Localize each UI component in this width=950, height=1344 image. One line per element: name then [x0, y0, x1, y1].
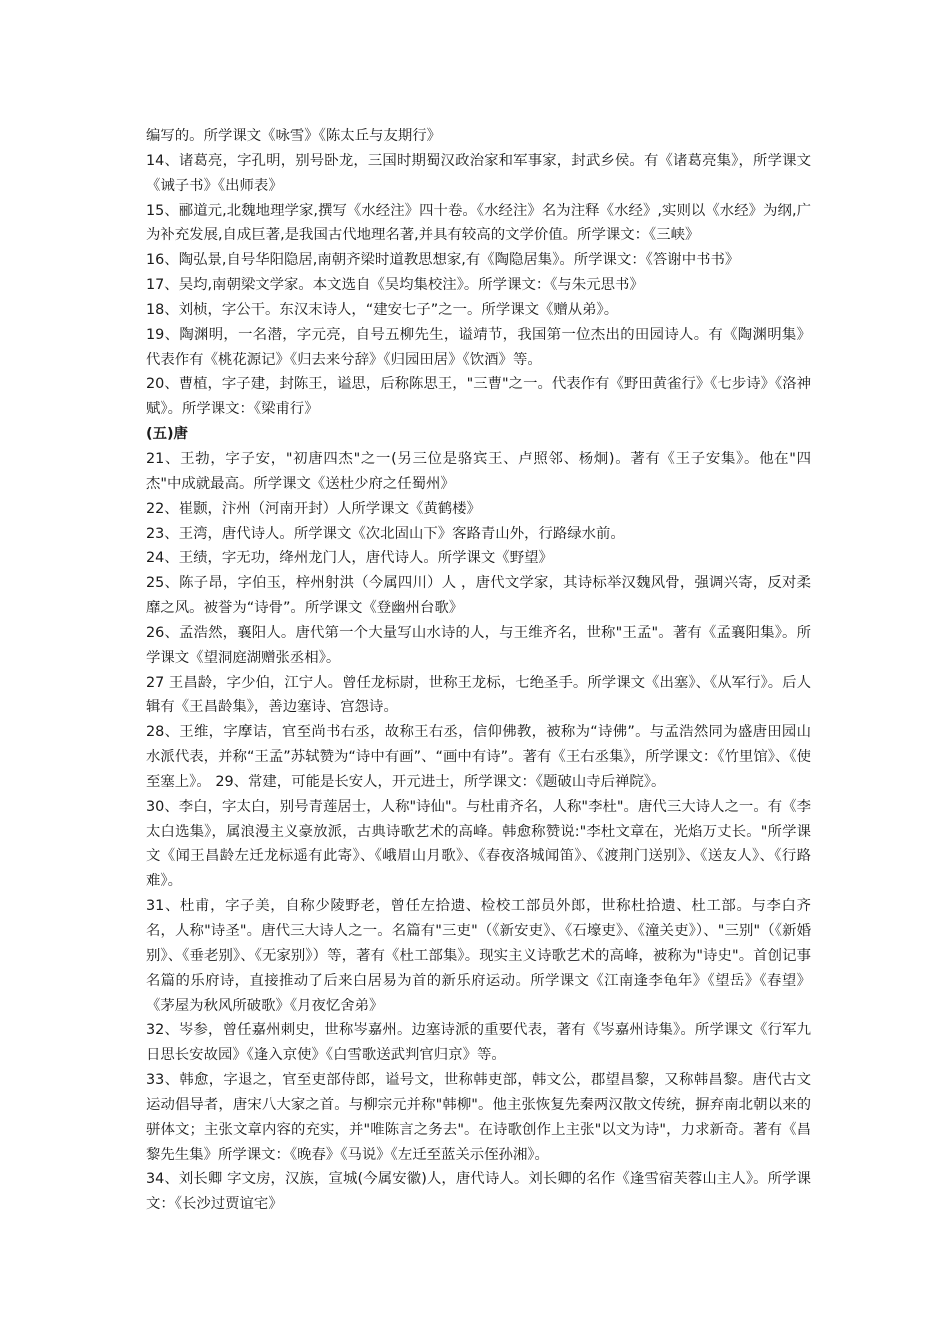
- entry-19-tao-yuanming: 19、陶渊明，一名潜，字元亮，自号五柳先生，谥靖节，我国第一位杰出的田园诗人。有《陶渊明集》代表作有《桃花源记》《归去来兮辞》《归园田居》《饮酒》等。: [146, 326, 811, 368]
- entry-32-cen-shen: 32、岑参，曾任嘉州刺史，世称岑嘉州。边塞诗派的重要代表，著有《岑嘉州诗集》。所学课文《行军九日思长安故园》《逢入京使》《白雪歌送武判官归京》等。: [146, 1022, 811, 1064]
- entry-34-liu-changqing: 34、刘长卿 字文房，汉族，宣城(今属安徽)人，唐代诗人。刘长卿的名作《逢雪宿芙蓉山主人》。所学课文：《长沙过贾谊宅》: [146, 1171, 811, 1213]
- entry-30-li-bai: 30、李白，字太白，别号青莲居士，人称"诗仙"。与杜甫齐名，人称"李杜"。唐代三大诗人之一。有《李太白选集》，属浪漫主义豪放派，古典诗歌艺术的高峰。韩愈称赞说:"李杜文章在，光焰万丈长。"所学课文《闻王昌龄左迁龙标遥有此寄》、《峨眉山月歌》、《春夜洛城闻笛》、《渡荆门送别》、《送友人》、《行路难》。: [146, 798, 811, 890]
- entry-28-wang-wei: 28、王维，字摩诘，官至尚书右丞，故称王右丞，信仰佛教，被称为“诗佛”。与孟浩然同为盛唐田园山水派代表，并称“王孟”苏轼赞为“诗中有画”、“画中有诗”。著有《王右丞集》，所学课文：《竹里馆》、《使至塞上》。 29、常建，可能是长安人，开元进士，所学课文：《题破山寺后禅院》。: [146, 724, 811, 790]
- entry-15-li-daoyuan: 15、郦道元,北魏地理学家,撰写《水经注》四十卷。《水经注》名为注释《水经》,实则以《水经》为纲,广为补充发展,自成巨著,是我国古代地理名著,并具有较高的文学价值。所学课文：《三峡》: [146, 202, 811, 244]
- entry-16-tao-hongjing: 16、陶弘景,自号华阳隐居,南朝齐梁时道教思想家,有《陶隐居集》。所学课文：《答谢中书书》: [146, 252, 740, 269]
- entry-31-du-fu: 31、杜甫，字子美，自称少陵野老，曾任左拾遗、检校工部员外郎，世称杜拾遗、杜工部。与李白齐名，人称"诗圣"。唐代三大诗人之一。名篇有"三吏"（《新安吏》、《石壕吏》、《潼关吏》）、"三别"（《新婚别》、《垂老别》、《无家别》）等，著有《杜工部集》。现实主义诗歌艺术的高峰，被称为"诗史"。首创记事名篇的乐府诗，直接推动了后来白居易为首的新乐府运动。所学课文《江南逢李龟年》《望岳》《春望》《茅屋为秋风所破歌》《月夜忆舍弟》: [146, 898, 811, 1014]
- entry-27-wang-changling: 27 王昌龄，字少伯，江宁人。曾任龙标尉，世称王龙标，七绝圣手。所学课文《出塞》、《从军行》。后人辑有《王昌龄集》，善边塞诗、宫怨诗。: [146, 674, 811, 716]
- entry-25-chen-ziang: 25、陈子昂，字伯玉，梓州射洪（今属四川）人 ，唐代文学家，其诗标举汉魏风骨，强调兴寄，反对柔靡之风。被誉为“诗骨”。所学课文《登幽州台歌》: [146, 575, 811, 617]
- entry-22-cui-hao: 22、崔颢，汴州（河南开封）人所学课文《黄鹤楼》: [146, 500, 481, 517]
- entry-21-wang-bo: 21、王勃，字子安，"初唐四杰"之一(另三位是骆宾王、卢照邻、杨炯)。著有《王子安集》。他在"四杰"中成就最高。所学课文《送杜少府之任蜀州》: [146, 450, 811, 492]
- entry-26-meng-haoran: 26、孟浩然，襄阳人。唐代第一个大量写山水诗的人，与王维齐名，世称"王孟"。著有《孟襄阳集》。所学课文《望洞庭湖赠张丞相》。: [146, 624, 811, 666]
- section-heading-tang: (五)唐: [146, 426, 188, 443]
- entry-24-wang-ji: 24、王绩，字无功，绛州龙门人，唐代诗人。所学课文《野望》: [146, 550, 553, 567]
- document-body: [146, 124, 811, 1217]
- entry-20-cao-zhi: 20、曹植，字子建，封陈王，谥思，后称陈思王，"三曹"之一。代表作有《野田黄雀行》《七步诗》《洛神赋》。所学课文：《梁甫行》: [146, 376, 811, 418]
- paragraph-intro: 编写的。所学课文《咏雪》《陈太丘与友期行》: [146, 128, 442, 144]
- entry-23-wang-wan: 23、王湾，唐代诗人。所学课文《次北固山下》客路青山外，行路绿水前。: [146, 525, 625, 542]
- entry-33-han-yu: 33、韩愈，字退之，官至吏部侍郎，谥号文，世称韩吏部，韩文公，郡望昌黎，又称韩昌黎。唐代古文运动倡导者，唐宋八大家之首。与柳宗元并称"韩柳"。他主张恢复先秦两汉散文传统，摒弃南北朝以来的骈体文；主张文章内容的充实，并"唯陈言之务去"。在诗歌创作上主张"以文为诗"，力求新奇。著有《昌黎先生集》所学课文：《晚春》《马说》《左迁至蓝关示侄孙湘》。: [146, 1072, 811, 1163]
- entry-18-liu-zhen: 18、刘桢，字公干。东汉末诗人，“建安七子”之一。所学课文《赠从弟》。: [146, 301, 619, 318]
- entry-17-wu-jun: 17、吴均,南朝梁文学家。本文选自《吴均集校注》。所学课文：《与朱元思书》: [146, 277, 644, 294]
- entry-14-zhuge-liang: 14、诸葛亮，字孔明，别号卧龙，三国时期蜀汉政治家和军事家，封武乡侯。有《诸葛亮集》，所学课文《诫子书》《出师表》: [146, 152, 811, 194]
